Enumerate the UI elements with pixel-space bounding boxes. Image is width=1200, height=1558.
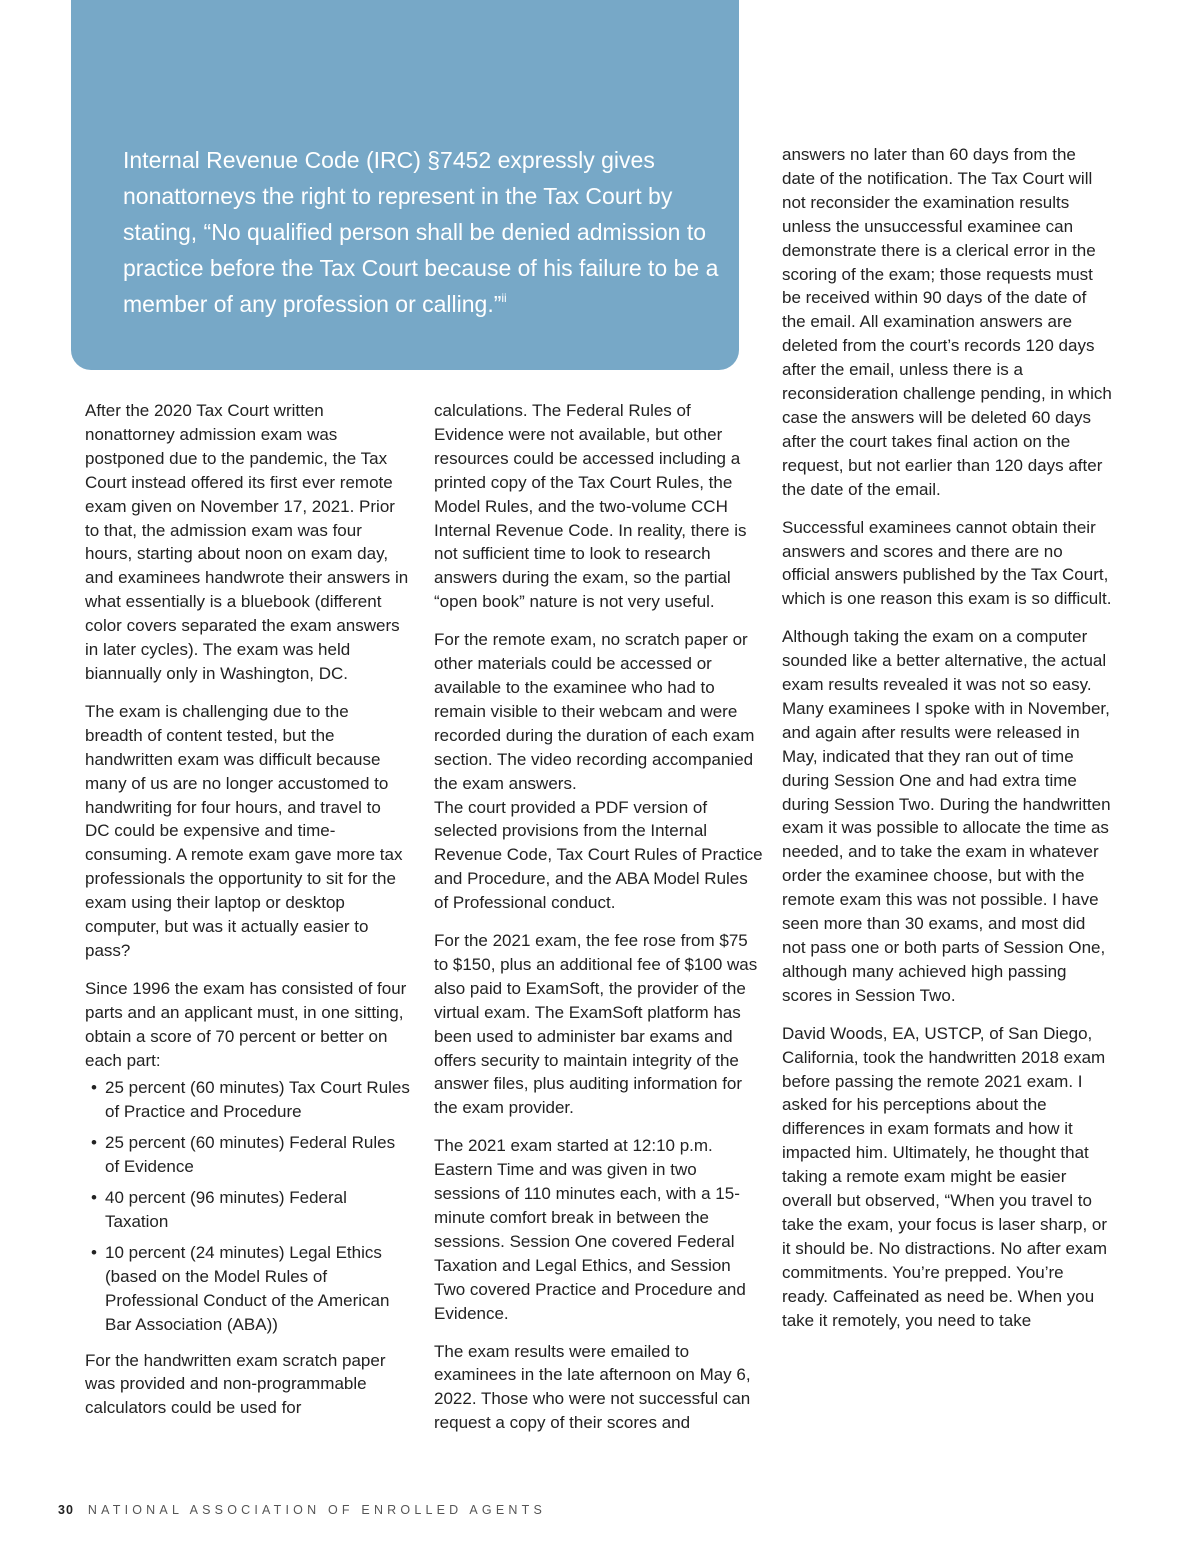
article-column-1 [85,399,410,1434]
article-column-2 [434,399,764,1449]
list-item: • 40 percent (96 minutes) Federal Taxation [105,1186,410,1234]
paragraph-part: For the remote exam, no scratch paper or other materials could be accessed or available to the examinee who had to remain visible to their webcam and were recorded during the duration of each exam section. The video recording accompanied the exam answers. [434,630,755,793]
list-item: • 25 percent (60 minutes) Federal Rules of Evidence [105,1131,410,1179]
paragraph: Although taking the exam on a computer sounded like a better alternative, the actual exam results revealed it was not so easy. Many examinees I spoke with in November, and again after results were released in May, indicated that they ran out of time during Session One and had extra time during Session Two. During the handwritten exam it was possible to allocate the time as needed, and to take the exam in whatever order the examinee choose, but with the remote exam this was not possible. I have seen more than 30 exams, and most did not pass one or both parts of Session One, although many achieved high passing scores in Session Two. [782,627,1111,1005]
paragraph: The exam is challenging due to the breadth of content tested, but the handwritten exam was difficult because many of us are no longer accustomed to handwriting for four hours, and travel to DC could be expensive and time-consuming. A remote exam gave more tax professionals the opportunity to sit for the exam using their laptop or desktop computer, but was it actually easier to pass? [85,701,403,960]
paragraph: David Woods, EA, USTCP, of San Diego, California, took the handwritten 2018 exam before passing the remote 2021 exam. I asked for his perceptions about the differences in exam formats and how it impacted him. Ultimately, he thought that taking a remote exam might be easier overall but observed, “When you travel to take the exam, your focus is laser sharp, or it should be. No distractions. No after exam commitments. You’re prepped. You’re ready. Caffeinated as need be. When you take it remotely, you need to take [782,1023,1108,1330]
pull-quote-body: Internal Revenue Code (IRC) §7452 expressly gives nonattorneys the right to represent in the Tax Court by stating, “No qualified person shall be denied admission to practice before the Tax Court because of his failure to be a member of any profession or calling.” [123,147,719,317]
exam-parts-list [85,1076,410,1336]
list-item: • 25 percent (60 minutes) Tax Court Rules of Practice and Procedure [105,1076,410,1124]
paragraph: The 2021 exam started at 12:10 p.m. Eastern Time and was given in two sessions of 110 minutes each, with a 15-minute comfort break in between the sessions. Session One covered Federal Taxation and Legal Ethics, and Session Two covered Practice and Procedure and Evidence. [434,1136,746,1323]
paragraph: After the 2020 Tax Court written nonattorney admission exam was postponed due to the pandemic, the Tax Court instead offered its first ever remote exam given on November 17, 2021. Prior to that, the admission exam was four hours, starting about noon on exam day, and examinees handwrote their answers in what essentially is a bluebook (different color covers separated the exam answers in later cycles). The exam was held biannually only in Washington, DC. [85,401,409,683]
paragraph: Successful examinees cannot obtain their answers and scores and there are no official answers published by the Tax Court, which is one reason this exam is so difficult. [782,517,1112,609]
paragraph-part: The court provided a PDF version of selected provisions from the Internal Revenue Code, Tax Court Rules of Practice and Procedure, and the ABA Model Rules of Professional conduct. [434,797,763,913]
paragraph: answers no later than 60 days from the date of the notification. The Tax Court will not reconsider the examination results unless the unsuccessful examinee can demonstrate there is a clerical error in the scoring of the exam; those requests must be received within 90 days of the date of the email. All examination answers are deleted from the court’s records 120 days after the email, unless there is a reconsideration challenge pending, in which case the answers will be deleted 60 days after the court takes final action on the request, but not earlier than 120 days after the date of the email. [782,145,1112,499]
footnote-marker: ii [501,291,507,305]
publication-name: NATIONAL ASSOCIATION OF ENROLLED AGENTS [87,1503,546,1517]
pull-quote-box [71,0,739,370]
article-column-3 [782,143,1112,1347]
paragraph: For the 2021 exam, the fee rose from $75 to $150, plus an additional fee of $100 was also paid to ExamSoft, the provider of the virtual exam. The ExamSoft platform has been used to administer bar exams and offers security to maintain integrity of the answer files, plus auditing information for the exam provider. [434,931,758,1118]
page-number: 30 [58,1503,74,1517]
page-footer [58,1503,546,1517]
list-item: • 10 percent (24 minutes) Legal Ethics (based on the Model Rules of Professional Conduct of the American Bar Association (ABA)) [105,1241,410,1337]
paragraph: For the handwritten exam scratch paper was provided and non-programmable calculators could be used for [85,1350,386,1418]
paragraph: The exam results were emailed to examinees in the late afternoon on May 6, 2022. Those who were not successful can request a copy of their scores and [434,1341,751,1433]
paragraph: calculations. The Federal Rules of Evidence were not available, but other resources could be accessed including a printed copy of the Tax Court Rules, the Model Rules, and the two-volume CCH Internal Revenue Code. In reality, there is not sufficient time to look to research answers during the exam, so the partial “open book” nature is not very useful. [434,401,747,612]
paragraph: Since 1996 the exam has consisted of four parts and an applicant must, in one sitting, obtain a score of 70 percent or better on each part: [85,978,407,1070]
paragraph [434,628,764,915]
pull-quote-text [123,142,731,322]
